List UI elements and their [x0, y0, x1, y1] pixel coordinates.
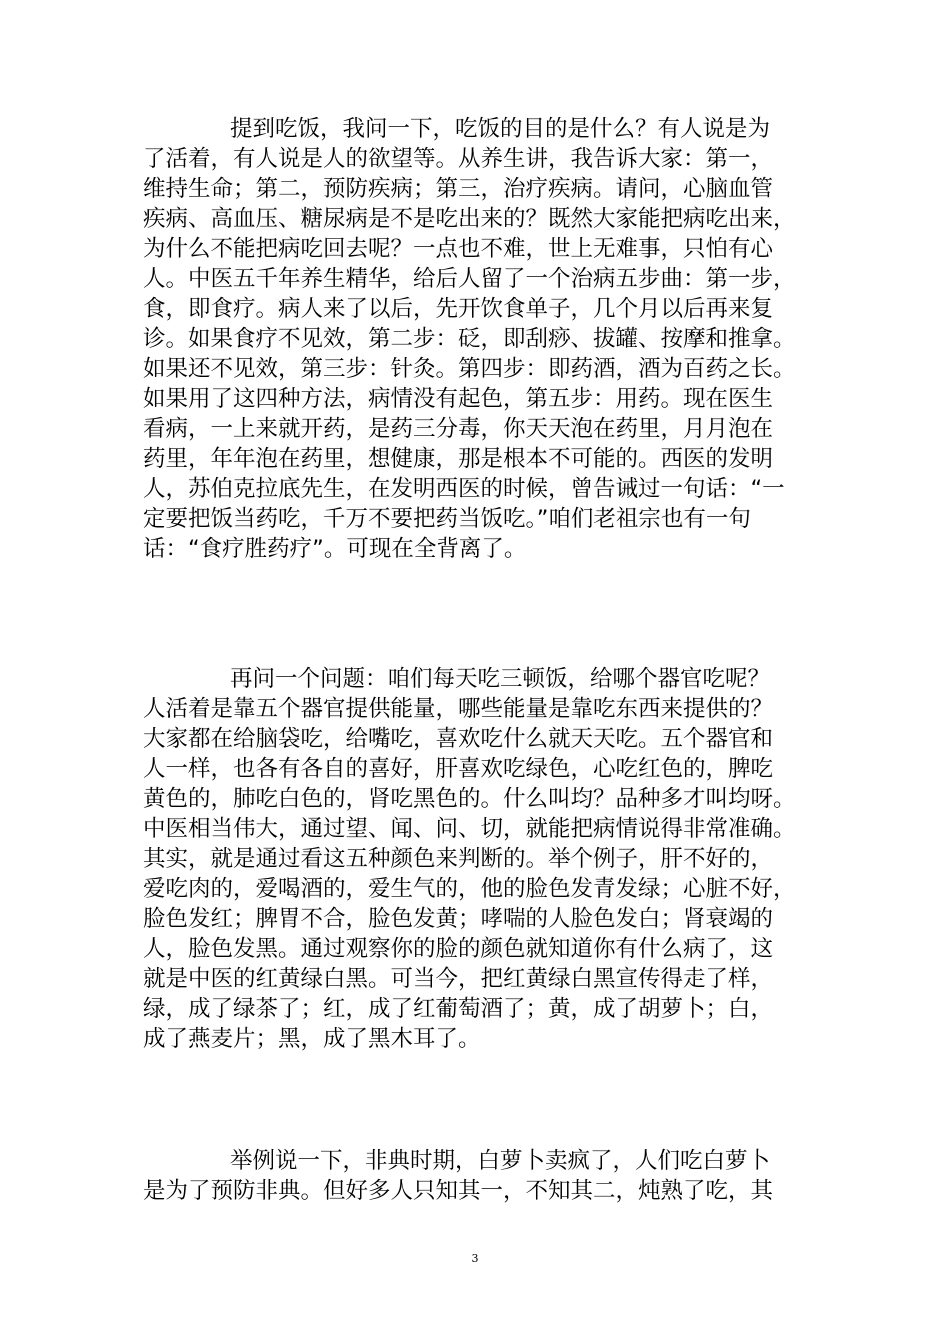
paragraph-line: 人，苏伯克拉底先生，在发明西医的时候，曾告诫过一句话：“一	[143, 476, 785, 502]
paragraph-line: 如果用了这四种方法，病情没有起色，第五步：用药。现在医生	[143, 386, 774, 412]
paragraph-line: 话：“食疗胜药疗”。可现在全背离了。	[143, 536, 527, 562]
paragraph-line: 了活着，有人说是人的欲望等。从养生讲，我告诉大家：第一，	[143, 146, 774, 172]
paragraph-line: 药里，年年泡在药里，想健康，那是根本不可能的。西医的发明	[143, 446, 774, 472]
paragraph-line: 看病，一上来就开药，是药三分毒，你天天泡在药里，月月泡在	[143, 416, 774, 442]
paragraph-line: 定要把饭当药吃，千万不要把药当饭吃。”咱们老祖宗也有一句	[143, 506, 751, 532]
paragraph-sars-example	[143, 1146, 808, 1206]
paragraph-line: 为什么不能把病吃回去呢？一点也不难，世上无难事，只怕有心	[143, 236, 774, 262]
paragraph-line: 人。中医五千年养生精华，给后人留了一个治病五步曲：第一步，	[143, 266, 796, 292]
paragraph-line: 人活着是靠五个器官提供能量，哪些能量是靠吃东西来提供的？	[143, 696, 774, 722]
paragraph-line: 维持生命；第二，预防疾病；第三，治疗疾病。请问，心脑血管	[143, 176, 774, 202]
paragraph-five-organs	[143, 664, 808, 1054]
paragraph-line: 中医相当伟大，通过望、闻、问、切，就能把病情说得非常准确。	[143, 816, 796, 842]
paragraph-line: 提到吃饭，我问一下，吃饭的目的是什么？有人说是为	[230, 116, 771, 142]
paragraph-line: 人，脸色发黑。通过观察你的脸的颜色就知道你有什么病了，这	[143, 936, 774, 962]
paragraph-line: 食，即食疗。病人来了以后，先开饮食单子，几个月以后再来复	[143, 296, 774, 322]
paragraph-line: 疾病、高血压、糖尿病是不是吃出来的？既然大家能把病吃出来，	[143, 206, 796, 232]
paragraph-line: 黄色的，肺吃白色的，肾吃黑色的。什么叫均？品种多才叫均呀。	[143, 786, 796, 812]
paragraph-line: 诊。如果食疗不见效，第二步：砭，即刮痧、拔罐、按摩和推拿。	[143, 326, 796, 352]
paragraph-line: 如果还不见效，第三步：针灸。第四步：即药酒，酒为百药之长。	[143, 356, 796, 382]
page-number: 3	[471, 1252, 479, 1265]
paragraph-line: 成了燕麦片；黑，成了黑木耳了。	[143, 1026, 481, 1052]
paragraph-line: 大家都在给脑袋吃，给嘴吃，喜欢吃什么就天天吃。五个器官和	[143, 726, 774, 752]
paragraph-line: 举例说一下，非典时期，白萝卜卖疯了，人们吃白萝卜	[230, 1148, 771, 1174]
paragraph-line: 再问一个问题：咱们每天吃三顿饭，给哪个器官吃呢？	[230, 666, 771, 692]
paragraph-line: 绿，成了绿茶了；红，成了红葡萄酒了；黄，成了胡萝卜；白，	[143, 996, 774, 1022]
paragraph-line: 就是中医的红黄绿白黑。可当今，把红黄绿白黑宣传得走了样，	[143, 966, 774, 992]
paragraph-eating-purpose	[143, 114, 808, 564]
paragraph-line: 其实，就是通过看这五种颜色来判断的。举个例子，肝不好的，	[143, 846, 774, 872]
paragraph-line: 人一样，也各有各自的喜好，肝喜欢吃绿色，心吃红色的，脾吃	[143, 756, 774, 782]
paragraph-line: 爱吃肉的，爱喝酒的，爱生气的，他的脸色发青发绿；心脏不好，	[143, 876, 796, 902]
paragraph-line: 是为了预防非典。但好多人只知其一，不知其二，炖熟了吃，其	[143, 1178, 774, 1204]
paragraph-line: 脸色发红；脾胃不合，脸色发黄；哮喘的人脸色发白；肾衰竭的	[143, 906, 774, 932]
